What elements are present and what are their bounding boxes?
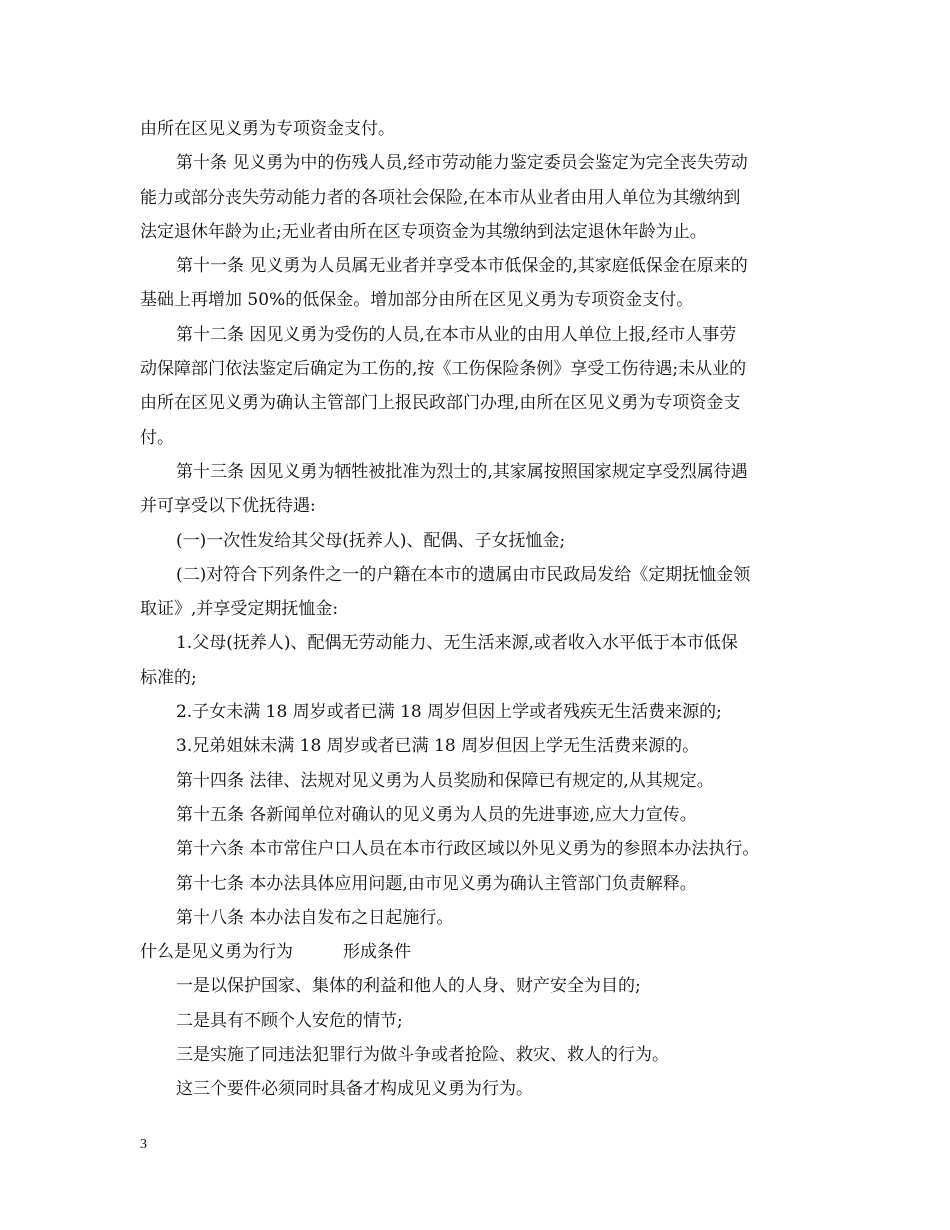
heading-left: 什么是见义勇为行为 (140, 942, 293, 963)
text-line: 标准的; (140, 667, 197, 688)
text-line: 基础上再增加 50%的低保金。增加部分由所在区见义勇为专项资金支付。 (140, 290, 694, 311)
text-line: 第十一条 见义勇为人员属无业者并享受本市低保金的,其家庭低保金在原来的 (176, 256, 748, 277)
text-line: 第十六条 本市常住户口人员在本市行政区域以外见义勇为的参照本办法执行。 (176, 839, 760, 860)
condition-line: 三是实施了同违法犯罪行为做斗争或者抢险、救灾、救人的行为。 (176, 1045, 669, 1066)
heading-right: 形成条件 (343, 942, 411, 963)
text-line: 3.兄弟姐妹未满 18 周岁或者已满 18 周岁但因上学无生活费来源的。 (176, 736, 700, 757)
text-line: 第十七条 本办法具体应用问题,由市见义勇为确认主管部门负责解释。 (176, 873, 697, 894)
paragraph-lines (140, 112, 812, 935)
text-line: 能力或部分丧失劳动能力者的各项社会保险,在本市从业者由用人单位为其缴纳到 (140, 187, 741, 208)
condition-line: 二是具有不顾个人安危的情节; (176, 1010, 403, 1031)
conditions-list (140, 969, 812, 1106)
text-line: 第十三条 因见义勇为牺牲被批准为烈士的,其家属按照国家规定享受烈属待遇 (176, 461, 748, 482)
text-line: (二)对符合下列条件之一的户籍在本市的遗属由市民政局发给《定期抚恤金领 (176, 564, 751, 585)
text-line: 第十八条 本办法自发布之日起施行。 (176, 907, 454, 928)
text-line: 第十二条 因见义勇为受伤的人员,在本市从业的由用人单位上报,经市人事劳 (176, 324, 737, 345)
text-line: 取证》,并享受定期抚恤金: (140, 599, 339, 620)
text-line: 动保障部门依法鉴定后确定为工伤的,按《工伤保险条例》享受工伤待遇;未从业的 (140, 359, 747, 380)
text-line: 第十条 见义勇为中的伤残人员,经市劳动能力鉴定委员会鉴定为完全丧失劳动 (176, 153, 748, 174)
document-body (140, 112, 812, 1107)
text-line: (一)一次性发给其父母(抚养人)、配偶、子女抚恤金; (176, 530, 566, 551)
text-line: 并可享受以下优抚待遇: (140, 496, 316, 517)
text-line: 1.父母(抚养人)、配偶无劳动能力、无生活来源,或者收入水平低于本市低保 (176, 633, 738, 654)
page-number: 3 (140, 1137, 147, 1152)
condition-line: 这三个要件必须同时具备才构成见义勇为行为。 (176, 1079, 533, 1100)
text-line: 2.子女未满 18 周岁或者已满 18 周岁但因上学或者残疾无生活费来源的; (176, 702, 722, 723)
text-line: 第十四条 法律、法规对见义勇为人员奖励和保障已有规定的,从其规定。 (176, 770, 714, 791)
text-line: 法定退休年龄为止;无业者由所在区专项资金为其缴纳到法定退休年龄为止。 (140, 221, 707, 242)
text-line: 由所在区见义勇为专项资金支付。 (140, 119, 395, 139)
text-line: 付。 (140, 427, 174, 448)
section-heading (140, 935, 812, 969)
text-line: 由所在区见义勇为确认主管部门上报民政部门办理,由所在区见义勇为专项资金支 (140, 393, 741, 414)
condition-line: 一是以保护国家、集体的利益和他人的人身、财产安全为目的; (176, 976, 641, 997)
text-line: 第十五条 各新闻单位对确认的见义勇为人员的先进事迹,应大力宣传。 (176, 804, 697, 825)
